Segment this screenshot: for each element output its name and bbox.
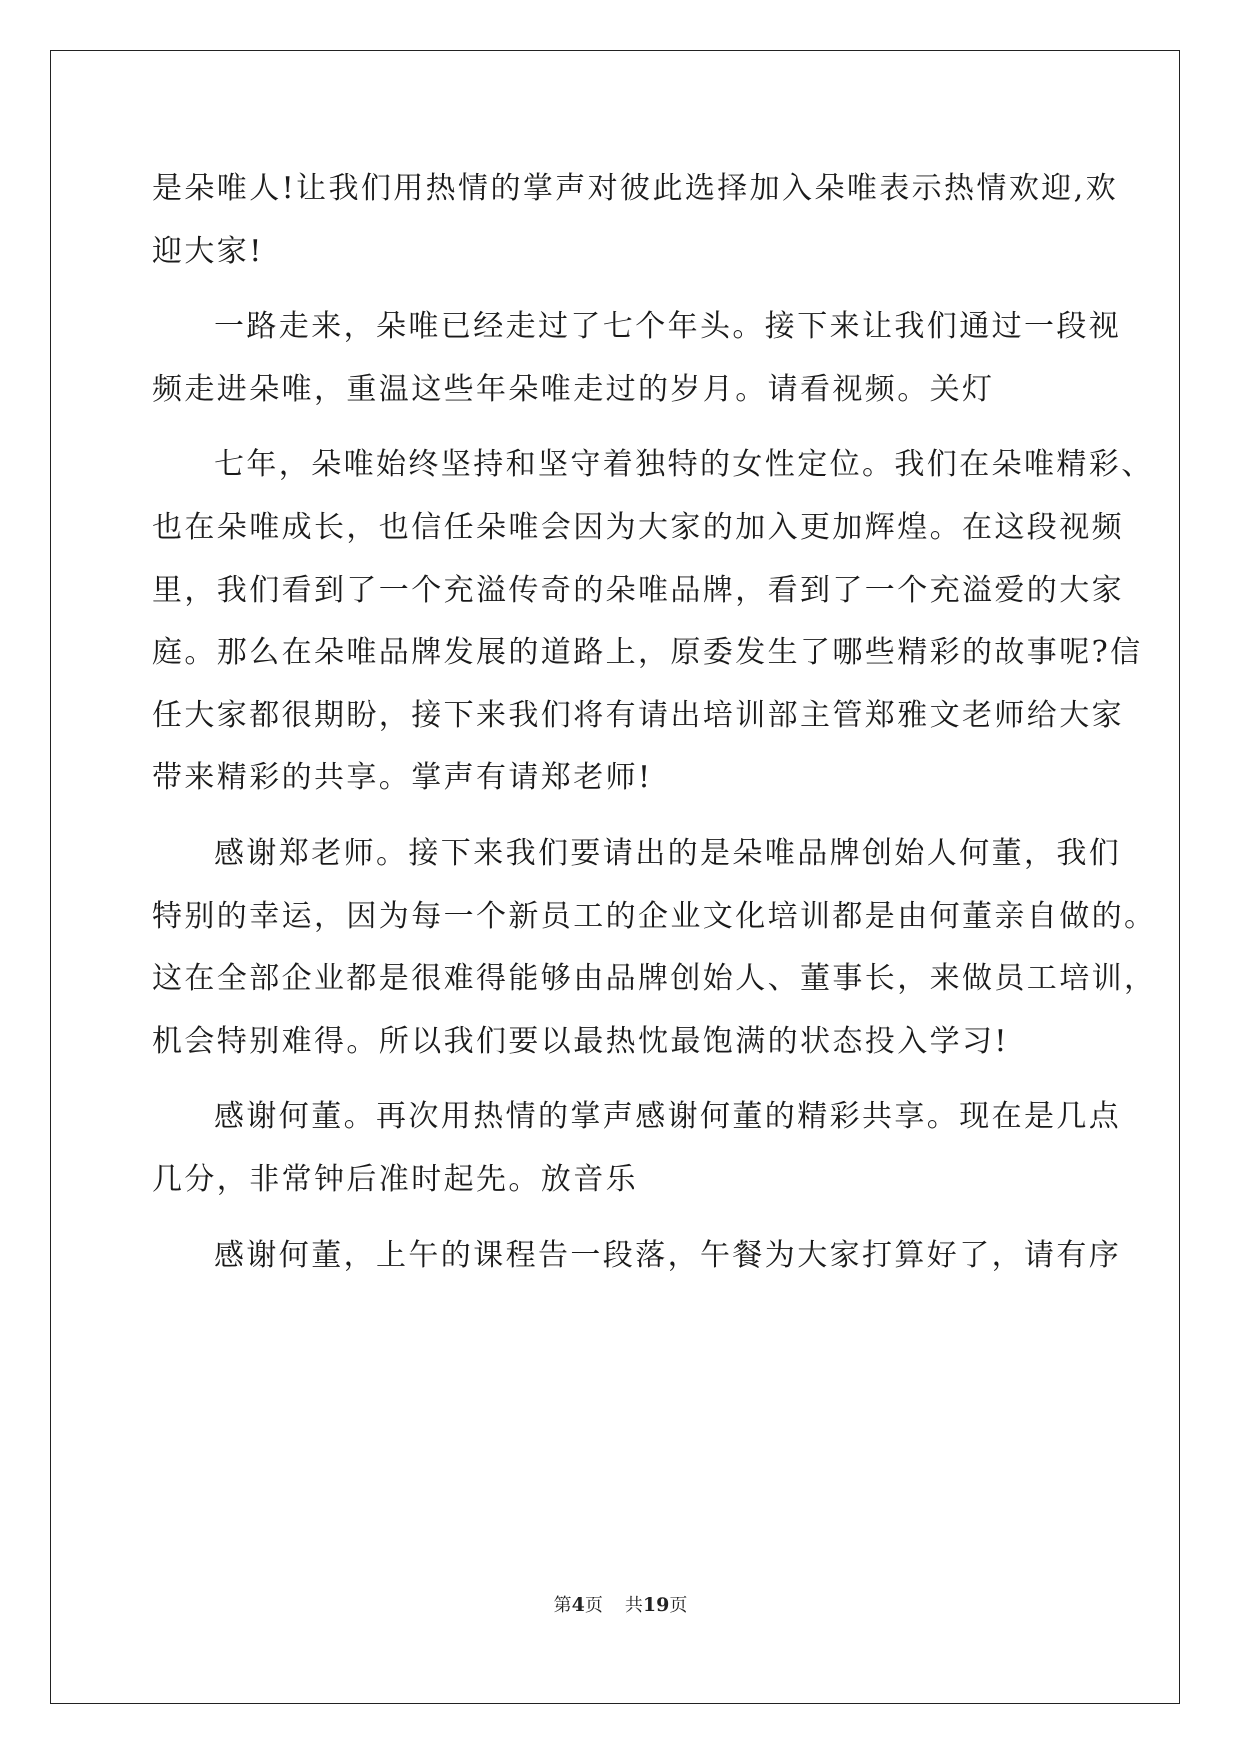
text-line: 是朵唯人!让我们用热情的掌声对彼此选择加入朵唯表示热情欢迎,欢 xyxy=(152,171,1118,206)
page-number: 4 xyxy=(571,1594,585,1616)
page-prefix: 第 xyxy=(553,1595,572,1616)
text-line: 一路走来，朵唯已经走过了七个年头。接下来让我们通过一段视 xyxy=(214,309,1122,345)
text-line: 感谢何董，上午的课程告一段落，午餐为大家打算好了，请有序 xyxy=(214,1237,1122,1273)
text-line: 庭。那么在朵唯品牌发展的道路上，原委发生了哪些精彩的故事呢?信 xyxy=(152,635,1143,671)
text-line: 频走进朵唯，重温这些年朵唯走过的岁月。请看视频。关灯 xyxy=(152,371,995,407)
text-line: 几分，非常钟后准时起先。放音乐 xyxy=(152,1161,638,1197)
text-line: 也在朵唯成长，也信任朵唯会因为大家的加入更加辉煌。在这段视频 xyxy=(152,509,1124,545)
text-line: 感谢何董。再次用热情的掌声感谢何董的精彩共享。现在是几点 xyxy=(214,1099,1122,1135)
paragraph xyxy=(152,296,1122,421)
total-prefix: 共 xyxy=(624,1595,643,1616)
text-line: 机会特别难得。所以我们要以最热忱最饱满的状态投入学习! xyxy=(152,1023,1009,1059)
text-line: 迎大家! xyxy=(152,233,264,269)
paragraph xyxy=(152,1086,1122,1211)
text-line: 七年，朵唯始终坚持和坚守着独特的女性定位。我们在朵唯精彩、 xyxy=(214,447,1154,483)
paragraph xyxy=(152,1225,1122,1288)
paragraph xyxy=(152,823,1157,1073)
paragraph xyxy=(152,158,1118,283)
text-line: 带来精彩的共享。掌声有请郑老师! xyxy=(152,760,653,796)
text-line: 特别的幸运，因为每一个新员工的企业文化培训都是由何董亲自做的。 xyxy=(152,898,1157,934)
text-line: 任大家都很期盼，接下来我们将有请出培训部主管郑雅文老师给大家 xyxy=(152,697,1124,733)
paragraph xyxy=(152,434,1154,810)
text-line: 这在全部企业都是很难得能够由品牌创始人、董事长，来做员工培训， xyxy=(152,961,1157,997)
page-suffix: 页 xyxy=(584,1595,603,1616)
total-suffix: 页 xyxy=(669,1595,688,1616)
page-footer xyxy=(0,1591,1241,1617)
total-pages: 19 xyxy=(642,1594,670,1616)
document-body xyxy=(152,158,1157,1287)
text-line: 里，我们看到了一个充溢传奇的朵唯品牌，看到了一个充溢爱的大家 xyxy=(152,572,1124,608)
text-line: 感谢郑老师。接下来我们要请出的是朵唯品牌创始人何董，我们 xyxy=(214,835,1122,871)
